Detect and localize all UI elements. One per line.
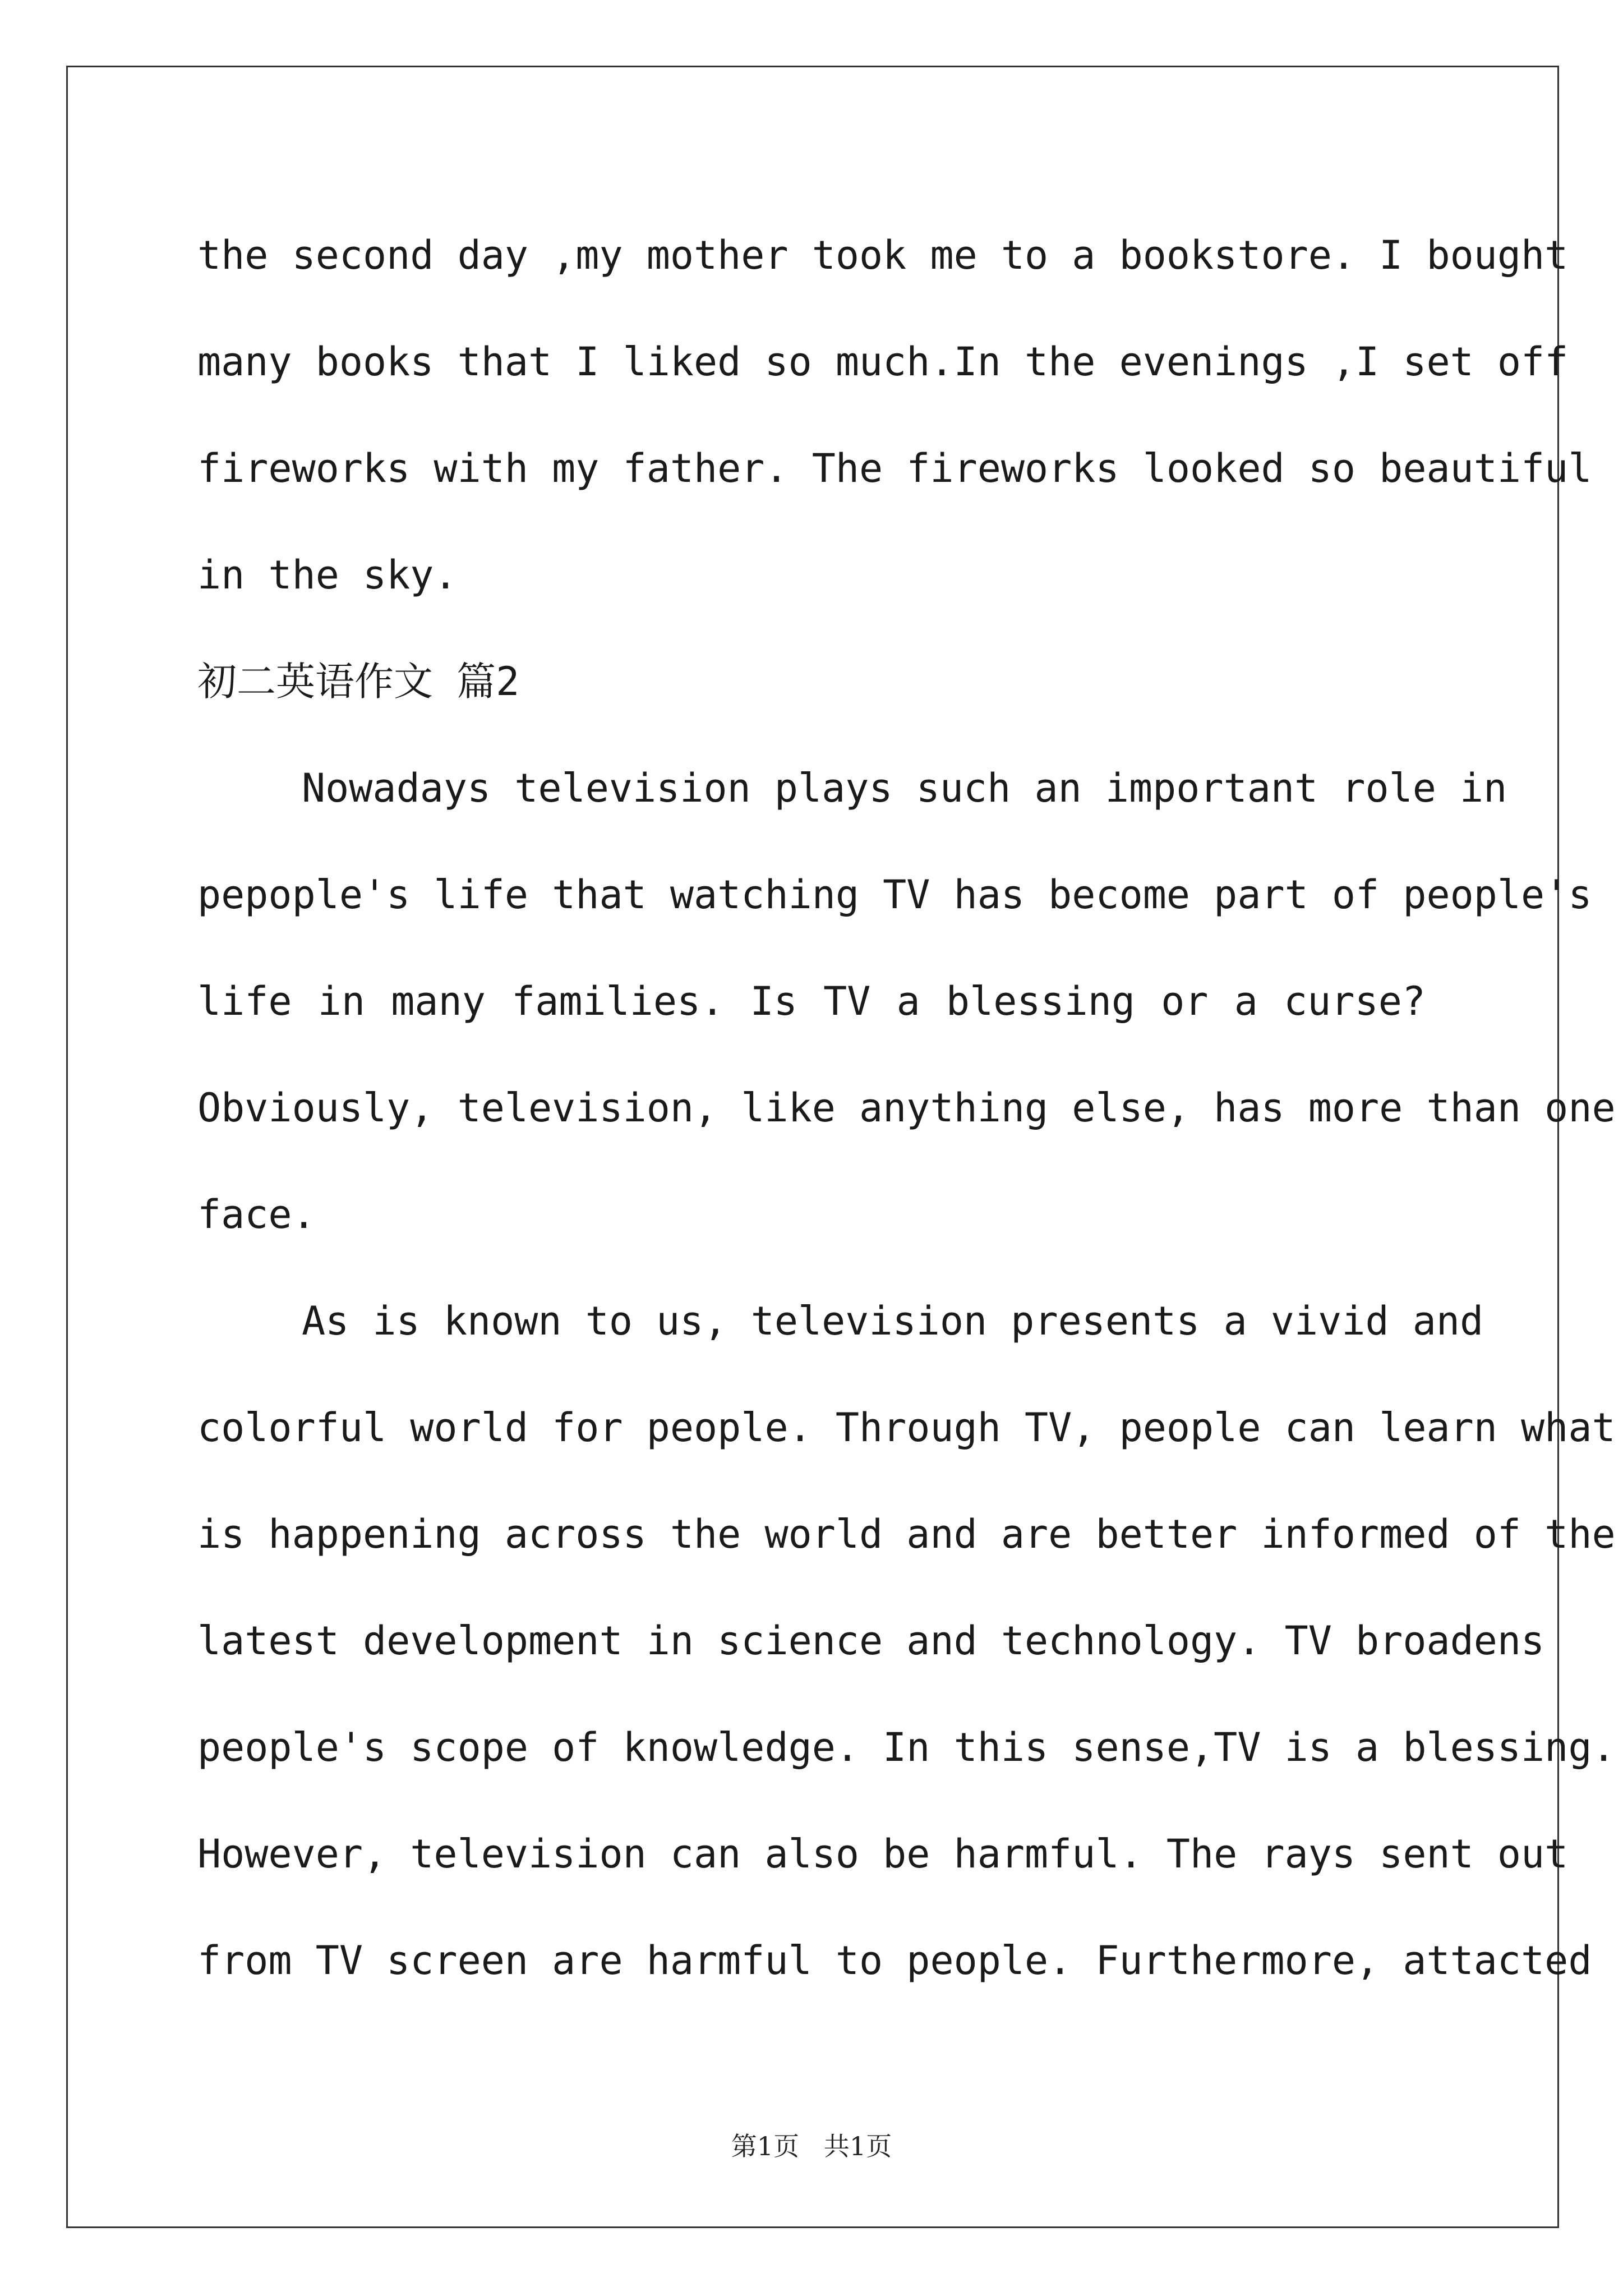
text-line: people's scope of knowledge. In this sense,TV is a blessing. bbox=[197, 1724, 1616, 1770]
text-line: from TV screen are harmful to people. Furthermore, attacted bbox=[197, 1938, 1592, 1984]
text-line: However, television can also be harmful. The rays sent out bbox=[197, 1831, 1569, 1877]
text-line: life in many families. Is TV a blessing or a curse? bbox=[197, 978, 1426, 1024]
section-heading: 初二英语作文 篇2 bbox=[197, 659, 520, 705]
text-line: As is known to us, television presents a vivid and bbox=[302, 1298, 1484, 1344]
text-line: colorful world for people. Through TV, people can learn what bbox=[197, 1405, 1616, 1451]
text-line: in the sky. bbox=[197, 552, 458, 598]
text-line: many books that I liked so much.In the evenings ,I set off bbox=[197, 339, 1569, 385]
text-line: fireworks with my father. The fireworks looked so beautiful bbox=[197, 445, 1592, 491]
page-footer: 第1页 共1页 bbox=[731, 2131, 892, 2161]
text-line: Nowadays television plays such an important role in bbox=[302, 765, 1507, 811]
text-line: pepople's life that watching TV has become part of people's bbox=[197, 872, 1592, 918]
text-line: the second day ,my mother took me to a bookstore. I bought bbox=[197, 232, 1569, 278]
text-line: latest development in science and technology. TV broadens bbox=[197, 1618, 1545, 1664]
text-line: Obviously, television, like anything else, has more than one bbox=[197, 1085, 1616, 1131]
text-line: is happening across the world and are better informed of the bbox=[197, 1511, 1616, 1557]
document-body bbox=[197, 202, 1616, 2014]
text-line: face. bbox=[197, 1191, 316, 1237]
